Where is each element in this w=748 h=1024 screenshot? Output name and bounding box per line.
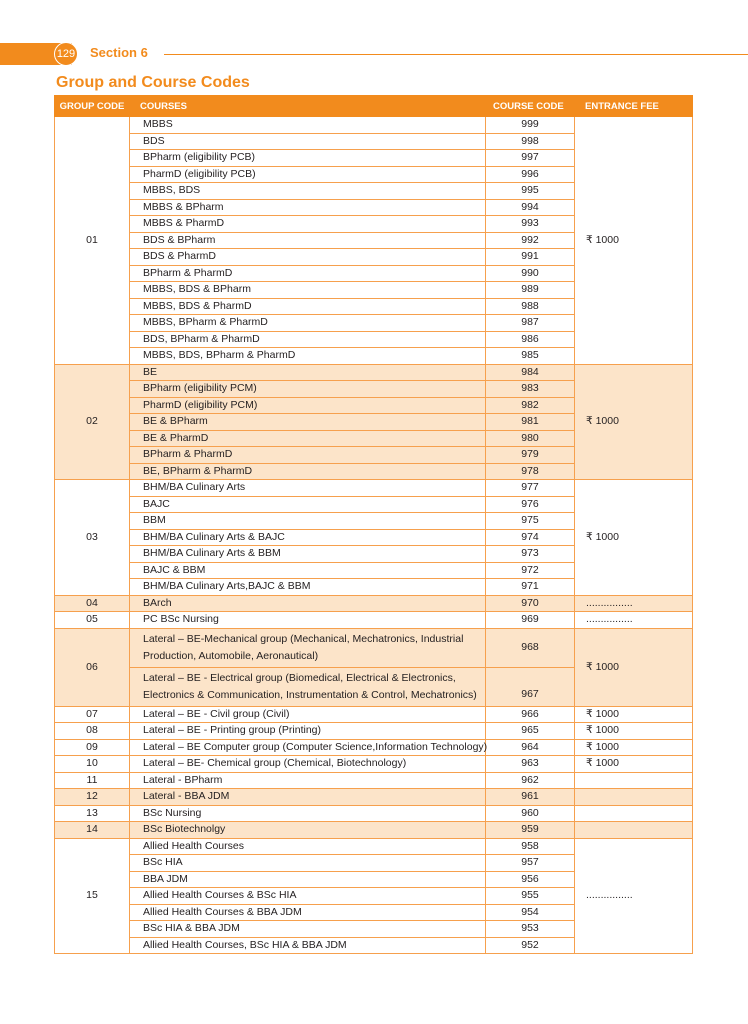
course-name-cell: MBBS, BDS & PharmD (130, 298, 486, 315)
group-code-cell: 07 (55, 706, 130, 723)
table-row (55, 739, 693, 756)
table-row (55, 822, 693, 839)
course-name-cell: BSc HIA (130, 855, 486, 872)
group-code-cell: 12 (55, 789, 130, 806)
entrance-fee-cell (575, 822, 693, 839)
column-header-entrance-fee: ENTRANCE FEE (575, 96, 693, 117)
course-name-cell: BPharm & PharmD (130, 447, 486, 464)
course-name-cell: BDS (130, 133, 486, 150)
course-code-cell: 991 (486, 249, 575, 266)
course-code-cell: 978 (486, 463, 575, 480)
table-row (55, 706, 693, 723)
course-code-cell: 986 (486, 331, 575, 348)
entrance-fee-cell: ................ (575, 838, 693, 954)
course-code-cell: 999 (486, 117, 575, 134)
course-name-cell: MBBS, BDS, BPharm & PharmD (130, 348, 486, 365)
course-code-cell: 989 (486, 282, 575, 299)
course-code-cell: 964 (486, 739, 575, 756)
course-code-cell: 988 (486, 298, 575, 315)
course-name-cell: BHM/BA Culinary Arts (130, 480, 486, 497)
course-code-cell: 975 (486, 513, 575, 530)
course-code-cell: 977 (486, 480, 575, 497)
entrance-fee-cell: ₹ 1000 (575, 756, 693, 773)
page-title: Group and Course Codes (56, 74, 250, 91)
group-code-cell: 14 (55, 822, 130, 839)
table-row (55, 838, 693, 855)
course-name-cell: BPharm & PharmD (130, 265, 486, 282)
course-name-cell: MBBS, BDS & BPharm (130, 282, 486, 299)
group-code-cell: 04 (55, 595, 130, 612)
entrance-fee-cell (575, 805, 693, 822)
course-code-cell: 990 (486, 265, 575, 282)
course-name-cell: BAJC (130, 496, 486, 513)
entrance-fee-cell: ₹ 1000 (575, 364, 693, 480)
entrance-fee-cell: ₹ 1000 (575, 117, 693, 365)
course-code-cell: 965 (486, 723, 575, 740)
column-header-courses: COURSES (130, 96, 486, 117)
course-name-cell: BHM/BA Culinary Arts & BAJC (130, 529, 486, 546)
entrance-fee-cell: ................ (575, 612, 693, 629)
course-code-cell: 994 (486, 199, 575, 216)
entrance-fee-cell: ₹ 1000 (575, 628, 693, 706)
course-code-cell: 961 (486, 789, 575, 806)
course-name-cell: MBBS & PharmD (130, 216, 486, 233)
group-code-cell: 13 (55, 805, 130, 822)
course-code-cell: 962 (486, 772, 575, 789)
course-code-cell: 983 (486, 381, 575, 398)
table-row (55, 364, 693, 381)
course-name-cell: Lateral - BBA JDM (130, 789, 486, 806)
course-code-cell: 997 (486, 150, 575, 167)
course-code-cell: 958 (486, 838, 575, 855)
course-name-cell: BSc HIA & BBA JDM (130, 921, 486, 938)
group-code-cell: 06 (55, 628, 130, 706)
course-name-cell: Lateral – BE - Civil group (Civil) (130, 706, 486, 723)
course-code-cell: 980 (486, 430, 575, 447)
course-name-cell: BBM (130, 513, 486, 530)
course-code-cell: 959 (486, 822, 575, 839)
entrance-fee-cell: ₹ 1000 (575, 723, 693, 740)
entrance-fee-cell: ................ (575, 595, 693, 612)
table-row (55, 595, 693, 612)
course-name-cell: MBBS (130, 117, 486, 134)
table-row (55, 612, 693, 629)
course-code-cell: 968 (486, 628, 575, 667)
entrance-fee-cell: ₹ 1000 (575, 739, 693, 756)
course-name-cell: MBBS, BDS (130, 183, 486, 200)
table-row (55, 628, 693, 667)
course-code-cell: 976 (486, 496, 575, 513)
course-name-cell: BE, BPharm & PharmD (130, 463, 486, 480)
column-header-course-code: COURSE CODE (486, 96, 575, 117)
course-code-cell: 981 (486, 414, 575, 431)
course-name-cell: BE & PharmD (130, 430, 486, 447)
course-name-cell: BPharm (eligibility PCM) (130, 381, 486, 398)
group-code-cell: 01 (55, 117, 130, 365)
table-row (55, 756, 693, 773)
table-header-row (55, 96, 693, 117)
course-name-cell: BDS, BPharm & PharmD (130, 331, 486, 348)
course-name-cell: BSc Biotechnolgy (130, 822, 486, 839)
course-name-cell: PC BSc Nursing (130, 612, 486, 629)
course-code-cell: 998 (486, 133, 575, 150)
page-number-badge: 129 (54, 42, 78, 66)
course-name-cell: BPharm (eligibility PCB) (130, 150, 486, 167)
course-name-cell: BHM/BA Culinary Arts,BAJC & BBM (130, 579, 486, 596)
entrance-fee-cell: ₹ 1000 (575, 706, 693, 723)
course-name-cell: BAJC & BBM (130, 562, 486, 579)
header-rule (164, 54, 748, 55)
group-code-cell: 15 (55, 838, 130, 954)
course-code-cell: 982 (486, 397, 575, 414)
course-codes-table (54, 95, 693, 954)
course-code-cell: 960 (486, 805, 575, 822)
course-code-cell: 971 (486, 579, 575, 596)
course-code-cell: 953 (486, 921, 575, 938)
course-code-cell: 954 (486, 904, 575, 921)
course-name-cell: BE (130, 364, 486, 381)
course-code-cell: 955 (486, 888, 575, 905)
group-code-cell: 05 (55, 612, 130, 629)
course-name-cell: Lateral – BE Computer group (Computer Science,Information Technology) (130, 739, 486, 756)
entrance-fee-cell (575, 789, 693, 806)
course-code-cell: 987 (486, 315, 575, 332)
course-name-cell: BArch (130, 595, 486, 612)
table-row (55, 772, 693, 789)
course-code-cell: 993 (486, 216, 575, 233)
entrance-fee-cell (575, 772, 693, 789)
course-name-cell: Lateral – BE - Printing group (Printing) (130, 723, 486, 740)
course-name-cell: Allied Health Courses (130, 838, 486, 855)
course-name-cell: Lateral – BE- Chemical group (Chemical, Biotechnology) (130, 756, 486, 773)
table-row (55, 723, 693, 740)
column-header-group-code: GROUP CODE (55, 96, 130, 117)
course-code-cell: 957 (486, 855, 575, 872)
course-code-cell: 973 (486, 546, 575, 563)
course-code-cell: 992 (486, 232, 575, 249)
course-code-cell: 996 (486, 166, 575, 183)
table-row (55, 480, 693, 497)
course-name-cell: BE & BPharm (130, 414, 486, 431)
course-name-cell: PharmD (eligibility PCB) (130, 166, 486, 183)
course-name-cell: BDS & PharmD (130, 249, 486, 266)
section-label: Section 6 (90, 45, 148, 60)
course-code-cell: 974 (486, 529, 575, 546)
course-name-cell: BSc Nursing (130, 805, 486, 822)
course-name-cell: BBA JDM (130, 871, 486, 888)
course-name-cell: BHM/BA Culinary Arts & BBM (130, 546, 486, 563)
entrance-fee-cell: ₹ 1000 (575, 480, 693, 596)
group-code-cell: 08 (55, 723, 130, 740)
group-code-cell: 03 (55, 480, 130, 596)
course-code-cell: 967 (486, 667, 575, 706)
table-row (55, 789, 693, 806)
course-name-cell: BDS & BPharm (130, 232, 486, 249)
table-row (55, 117, 693, 134)
course-code-cell: 963 (486, 756, 575, 773)
group-code-cell: 11 (55, 772, 130, 789)
course-name-cell: MBBS & BPharm (130, 199, 486, 216)
course-code-cell: 995 (486, 183, 575, 200)
group-code-cell: 09 (55, 739, 130, 756)
course-name-cell: Lateral - BPharm (130, 772, 486, 789)
course-code-cell: 952 (486, 937, 575, 954)
course-code-cell: 984 (486, 364, 575, 381)
course-code-cell: 972 (486, 562, 575, 579)
course-code-cell: 966 (486, 706, 575, 723)
course-name-cell: Allied Health Courses & BSc HIA (130, 888, 486, 905)
course-code-cell: 969 (486, 612, 575, 629)
course-code-cell: 985 (486, 348, 575, 365)
group-code-cell: 02 (55, 364, 130, 480)
course-name-cell: Lateral – BE-Mechanical group (Mechanical, Mechatronics, Industrial Production, Automobile, Aeronautical) (130, 628, 486, 667)
course-name-cell: Allied Health Courses, BSc HIA & BBA JDM (130, 937, 486, 954)
course-code-cell: 956 (486, 871, 575, 888)
course-name-cell: MBBS, BPharm & PharmD (130, 315, 486, 332)
course-name-cell: Allied Health Courses & BBA JDM (130, 904, 486, 921)
course-code-cell: 979 (486, 447, 575, 464)
table-row (55, 805, 693, 822)
group-code-cell: 10 (55, 756, 130, 773)
course-code-cell: 970 (486, 595, 575, 612)
course-name-cell: Lateral – BE - Electrical group (Biomedical, Electrical & Electronics, Electronics & Communication, Instrumentation & Control, Mechatronics) (130, 667, 486, 706)
course-name-cell: PharmD (eligibility PCM) (130, 397, 486, 414)
